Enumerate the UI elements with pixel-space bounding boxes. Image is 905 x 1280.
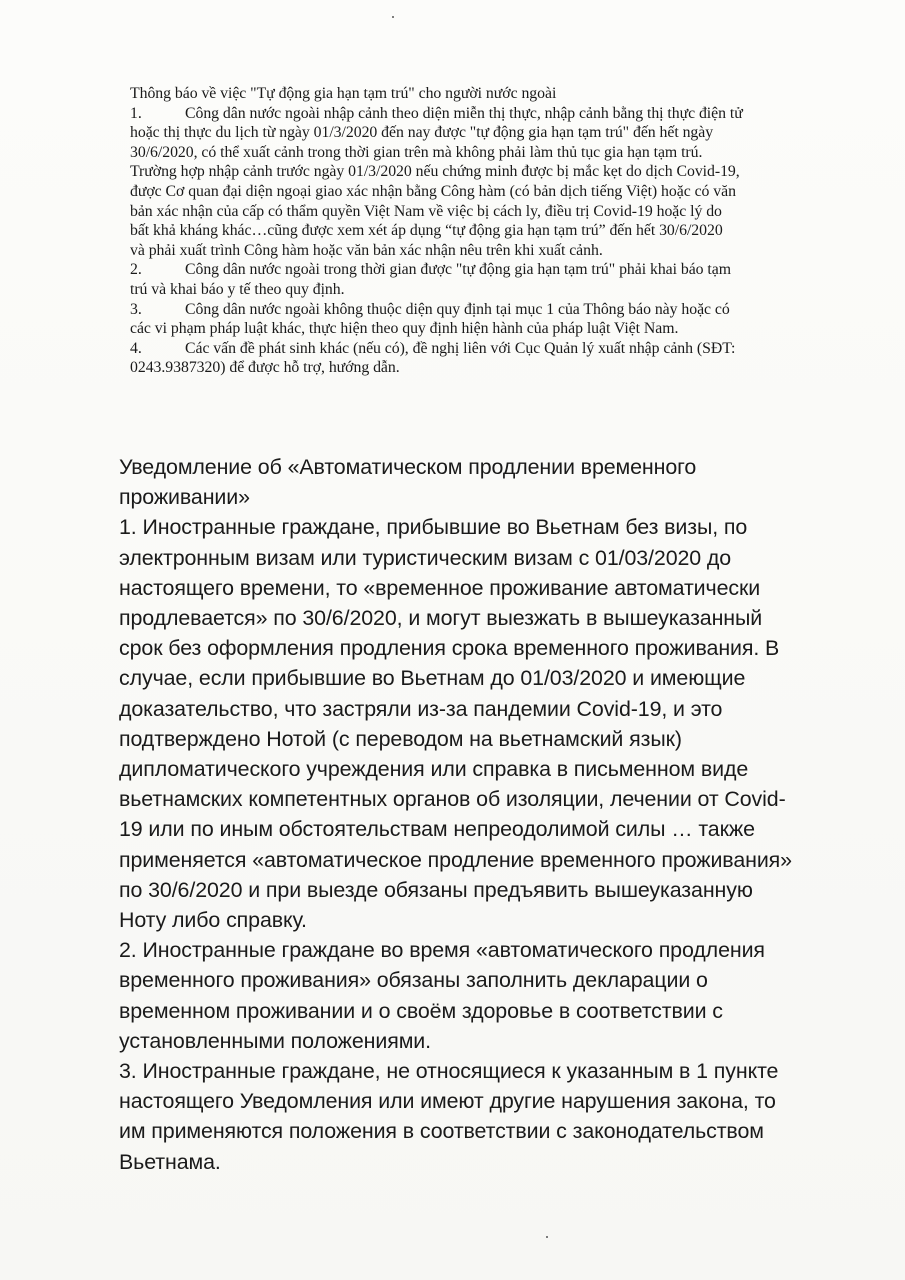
vietnamese-notice	[130, 84, 850, 378]
russian-paragraph-3: 3. Иностранные граждане, не относящиеся к указанным в 1 пункте настоящего Уведомления или имеют другие нарушения закона, то им применяются положения в соответствии с законодательством Вьетнама.	[119, 1059, 779, 1174]
russian-paragraph-1: 1. Иностранные граждане, прибывшие во Вьетнам без визы, по электронным визам или туристическим визам с 01/03/2020 до настоящего времени, то «временное проживание автоматически продлевается» по 30/6/2020, и могут выезжать в вышеуказанный срок без оформления продления срока временного проживания. В случае, если прибывшие во Вьетнам до 01/03/2020 и имеющие доказательство, что застряли из-за пандемии Covid-19, и это подтверждено Нотой (с переводом на вьетнамский язык) дипломатического учреждения или справка в письменном виде вьетнамских компетентных органов об изоляции, лечении от Covid- 19 или по иным обстоятельствам непреодолимой силы … также применяется «автоматическое продление временного проживания» по 30/6/2020 и при выезде обязаны предъявить вышеуказанную Ноту либо справку.	[119, 515, 792, 933]
russian-paragraph-2: 2. Иностранные граждане во время «автоматического продления временного проживания» обязаны заполнить декларации о временном проживании и о своём здоровье в соответствии с установленными положениями.	[119, 938, 765, 1053]
item-text-first: Công dân nước ngoài trong thời gian được "tự động gia hạn tạm trú" phải khai báo tạm	[185, 261, 731, 279]
vietnamese-item-2	[130, 260, 850, 299]
item-number: 2.	[130, 261, 142, 279]
vietnamese-item-1	[130, 104, 850, 261]
item-text-rest: trú và khai báo y tế theo quy định.	[130, 280, 345, 298]
russian-notice	[119, 452, 859, 1177]
scan-speck	[546, 1236, 548, 1238]
vietnamese-item-3	[130, 300, 850, 339]
item-text-first: Công dân nước ngoài không thuộc diện quy định tại mục 1 của Thông báo này hoặc có	[185, 300, 730, 318]
scan-speck	[392, 16, 394, 18]
item-number: 3.	[130, 300, 142, 318]
vietnamese-item-4	[130, 339, 850, 378]
vietnamese-title: Thông báo về việc "Tự động gia hạn tạm trú" cho người nước ngoài	[130, 85, 557, 102]
item-text-rest: 0243.9387320) để được hỗ trợ, hướng dẫn.	[130, 359, 400, 377]
russian-title: Уведомление об «Автоматическом продлении временного проживании»	[119, 455, 697, 510]
item-text-rest: hoặc thị thực du lịch từ ngày 01/3/2020 đến nay được "tự động gia hạn tạm trú" đến hết ngày 30/6/2020, có thể xuất cảnh trong thời gian trên mà không phải làm thủ tục gia hạn tạm trú. Trường hợp nhập cảnh trước ngày 01/3/2020 nếu chứng minh được bị mắc kẹt do dịch Covid-19, được Cơ quan đại diện ngoại giao xác nhận bằng Công hàm (có bản dịch tiếng Việt) hoặc có văn bản xác nhận của cấp có thẩm quyền Việt Nam về việc bị cách ly, điều trị Covid-19 hoặc lý do bất khả kháng khác…cũng được xem xét áp dụng “tự động gia hạn tạm trú” đến hết 30/6/2020 và phải xuất trình Công hàm hoặc văn bản xác nhận nêu trên khi xuất cảnh.	[130, 124, 740, 259]
item-text-rest: các vi phạm pháp luật khác, thực hiện theo quy định hiện hành của pháp luật Việt Nam.	[130, 320, 679, 338]
item-number: 4.	[130, 339, 142, 357]
item-text-first: Công dân nước ngoài nhập cảnh theo diện miễn thị thực, nhập cảnh bằng thị thực điện tử	[185, 104, 743, 122]
item-number: 1.	[130, 104, 142, 122]
item-text-first: Các vấn đề phát sinh khác (nếu có), đề nghị liên với Cục Quản lý xuất nhập cảnh (SĐT:	[185, 339, 736, 357]
